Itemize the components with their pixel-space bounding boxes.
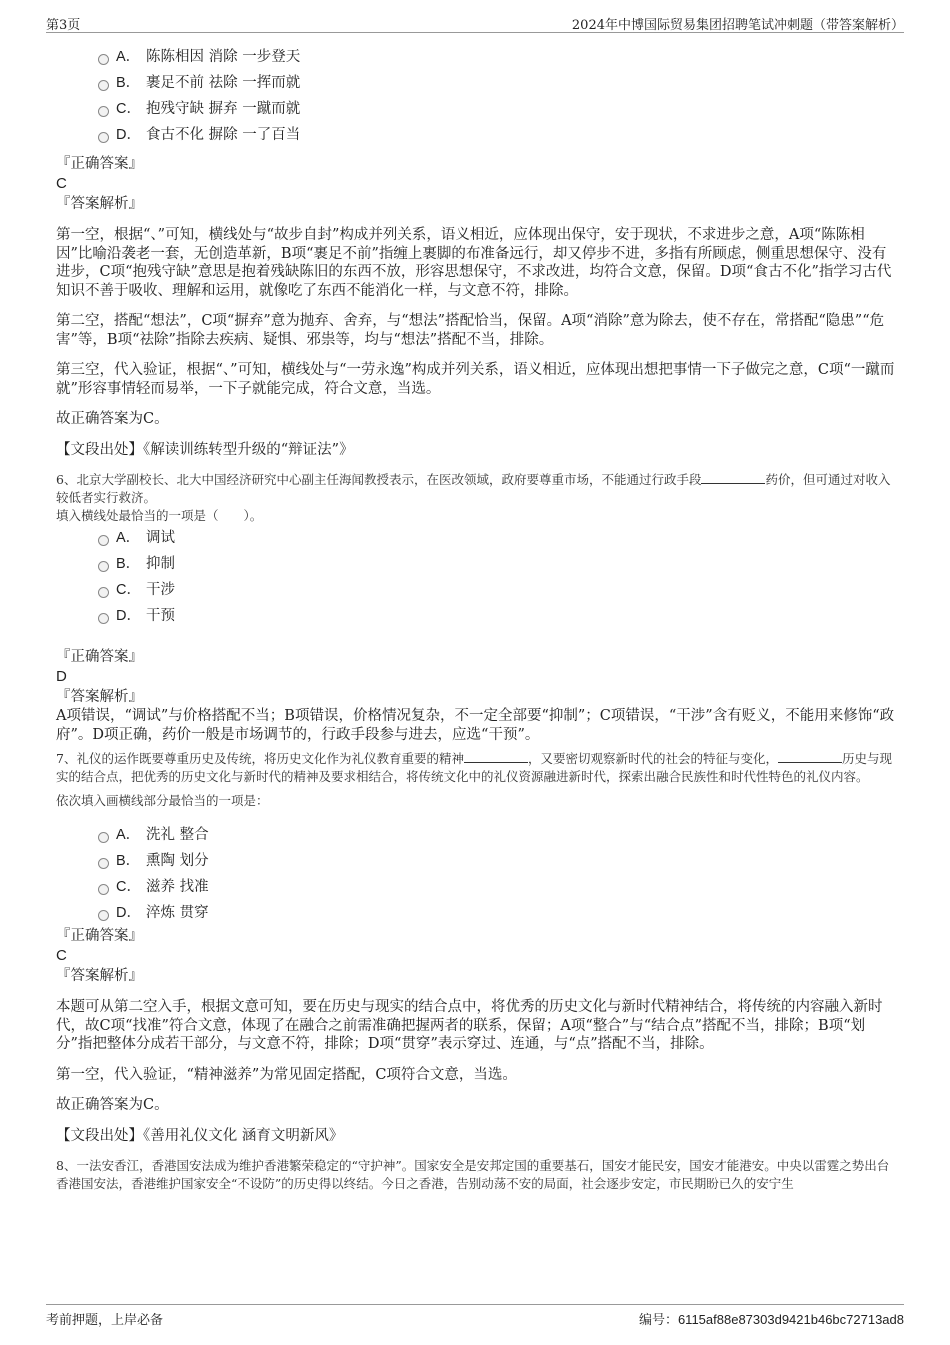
analysis-paragraph: 第一空，根据“、”可知，横线处与“故步自封”构成并列关系，语义相近，应体现出保守，安于现状，不求进步之意，A项“陈陈相因”比喻沿袭老一套，无创造革新，B项“裹足不前”指缠上裹脚的布准备远行，却又停步不进，多指有所顾虑，侧重思想保守、没有进步，C项“抱残守缺”意思是抱着残缺陈旧的东西不放，形容思想保守，不求改进，均符合文意，保留。D项“食古不化”指学习古代知识不善于吸收、理解和运用，就像吃了东西不能消化一样，与文意不符，排除。 [56, 227, 892, 299]
analysis-label: 『答案解析』 [56, 968, 143, 984]
analysis-conclusion: 故正确答案为C。 [56, 1097, 169, 1113]
q7-option-d[interactable]: D． 淬炼 贯穿 [56, 900, 896, 926]
answer-label: 『正确答案』 [56, 156, 143, 172]
answer-value: C [56, 947, 67, 964]
document-id: 编号：6115af88e87303d9421b46bc72713ad8 [638, 1312, 904, 1327]
document-title: 2024年中博国际贸易集团招聘笔试冲刺题（带答案解析） [571, 18, 904, 33]
source-citation: 【文段出处】《善用礼仪文化 涵育文明新风》 [56, 1127, 344, 1144]
page-number: 第3页 [46, 18, 81, 33]
analysis-conclusion: 故正确答案为C。 [56, 411, 169, 427]
answer-value: C [56, 175, 67, 192]
q6-option-c[interactable]: C． 干涉 [56, 577, 896, 603]
radio-icon[interactable] [98, 587, 109, 598]
analysis-paragraph: 第二空，搭配“想法”，C项“摒弃”意为抛弃、舍弃，与“想法”搭配恰当，保留。A项“消除”意为除去，使不存在，常搭配“隐患”“危害”等，B项“祛除”指除去疾病、疑惧、邪祟等，均与“想法”搭配不当，排除。 [56, 313, 885, 348]
radio-icon[interactable] [98, 832, 109, 843]
blank-line [778, 750, 842, 763]
q6-option-d[interactable]: D． 干预 [56, 603, 896, 629]
q6-option-a[interactable]: A． 调试 [56, 525, 896, 551]
q6-options [56, 525, 896, 629]
footer-slogan: 考前押题，上岸必备 [46, 1313, 164, 1328]
q5-options [56, 44, 896, 148]
analysis-paragraph: 本题可从第二空入手，根据文意可知，要在历史与现实的结合点中，将优秀的历史文化与新时代精神结合，将传统的内容融入新时代，故C项“找准”符合文意，体现了在融合之前需准确把握两者的联系，保留；A项“整合”与“结合点”搭配不当，排除；B项“划分”指把整体分成若干部分，与文意不符，排除；D项“贯穿”表示穿过、连通，与“点”搭配不当，排除。 [56, 999, 883, 1052]
blank-line [464, 750, 528, 763]
q5-option-c[interactable]: C． 抱残守缺 摒弃 一蹴而就 [56, 96, 896, 122]
source-citation: 【文段出处】《解读训练转型升级的“辩证法”》 [56, 441, 354, 458]
radio-icon[interactable] [98, 132, 109, 143]
analysis-label: 『答案解析』 [56, 689, 143, 705]
radio-icon[interactable] [98, 884, 109, 895]
answer-value: D [56, 668, 67, 685]
analysis-paragraph: 第一空，代入验证，“精神滋养”为常见固定搭配，C项符合文意，当选。 [56, 1066, 517, 1083]
page-footer [46, 1304, 904, 1327]
radio-icon[interactable] [98, 561, 109, 572]
q7-options [56, 822, 896, 926]
blank-line [701, 471, 765, 484]
q7-option-c[interactable]: C． 滋养 找准 [56, 874, 896, 900]
radio-icon[interactable] [98, 858, 109, 869]
q7-option-a[interactable]: A． 洗礼 整合 [56, 822, 896, 848]
q6-option-b[interactable]: B． 抑制 [56, 551, 896, 577]
q7-option-b[interactable]: B． 熏陶 划分 [56, 848, 896, 874]
radio-icon[interactable] [98, 106, 109, 117]
question-prompt: 依次填入画横线部分最恰当的一项是： [56, 793, 269, 808]
analysis-paragraph: A项错误，“调试”与价格搭配不当；B项错误，价格情况复杂，不一定全部要“抑制”；C项错误，“干涉”含有贬义，不能用来修饰“政府”。D项正确，药价一般是市场调节的，行政手段参与进去，应选“干预”。 [56, 708, 895, 743]
page-header [46, 14, 904, 33]
q5-option-d[interactable]: D． 食古不化 摒除 一了百当 [56, 122, 896, 148]
question-stem: 6、北京大学副校长、北大中国经济研究中心副主任海闻教授表示，在医改领域，政府要尊重市场，不能通过行政手段 药价，但可通过对收入较低者实行救济。 [56, 472, 891, 505]
question-stem: 7、礼仪的运作既要尊重历史及传统，将历史文化作为礼仪教育重要的精神 ，又要密切观察新时代的社会的特征与变化， 历史与现实的结合点，把优秀的历史文化与新时代的精神及要求相结合，将传统文化中的礼仪资源融进新时代，探索出融合民族性和时代性特色的礼仪内容。 [56, 751, 892, 784]
radio-icon[interactable] [98, 613, 109, 624]
q5-option-a[interactable]: A． 陈陈相因 消除 一步登天 [56, 44, 896, 70]
q5-option-b[interactable]: B． 裹足不前 祛除 一挥而就 [56, 70, 896, 96]
radio-icon[interactable] [98, 910, 109, 921]
document-body [56, 44, 896, 1193]
analysis-label: 『答案解析』 [56, 196, 143, 212]
analysis-paragraph: 第三空，代入验证，根据“、”可知，横线处与“一劳永逸”构成并列关系，语义相近，应体现出想把事情一下子做完之意，C项“一蹴而就”形容事情轻而易举，一下子就能完成，符合文意，当选。 [56, 362, 895, 397]
answer-label: 『正确答案』 [56, 928, 143, 944]
radio-icon[interactable] [98, 80, 109, 91]
question-stem: 8、一法安香江，香港国安法成为维护香港繁荣稳定的“守护神”。国家安全是安邦定国的重要基石，国安才能民安，国安才能港安。中央以雷霆之势出台香港国安法，香港维护国家安全“不设防”的历史得以终结。今日之香港，告别动荡不安的局面，社会逐步安定，市民期盼已久的安宁生 [56, 1158, 890, 1191]
radio-icon[interactable] [98, 54, 109, 65]
question-prompt: 填入横线处最恰当的一项是（ ）。 [56, 508, 263, 523]
answer-label: 『正确答案』 [56, 649, 143, 665]
radio-icon[interactable] [98, 535, 109, 546]
